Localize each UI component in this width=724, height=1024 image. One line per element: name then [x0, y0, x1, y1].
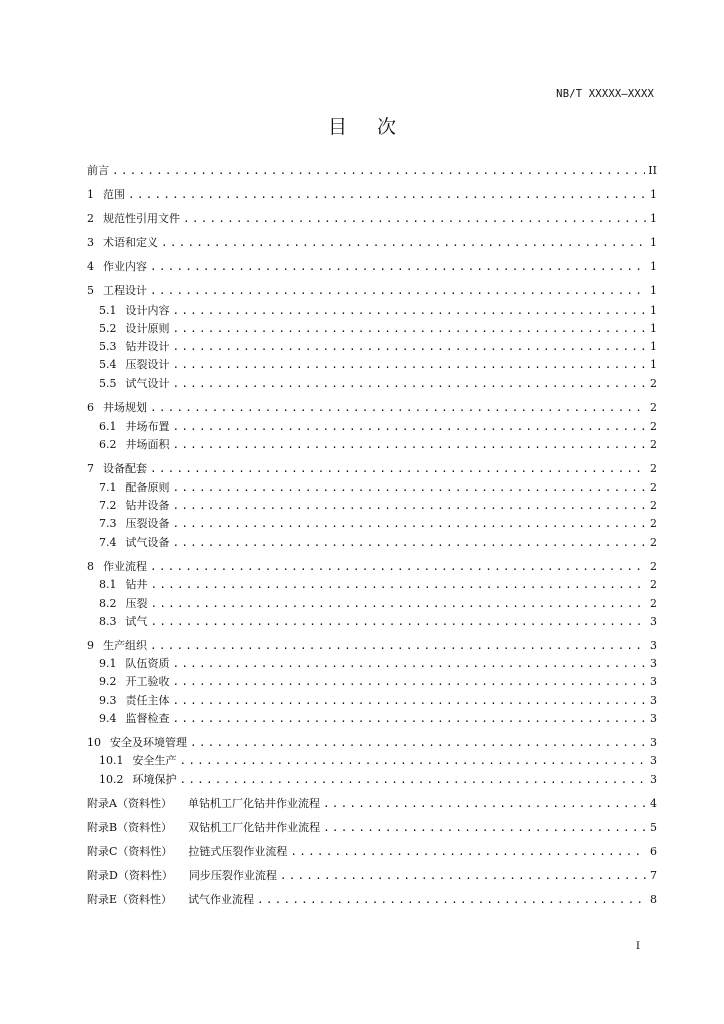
toc-dot-leader: [173, 479, 647, 497]
toc-dot-leader: [183, 210, 646, 228]
toc-entry-number: 8.2: [99, 597, 117, 610]
toc-entry-page: 2: [650, 420, 657, 433]
toc-entry[interactable]: [87, 637, 657, 655]
toc-entry[interactable]: [87, 356, 657, 374]
toc-entry[interactable]: [87, 436, 657, 454]
toc-dot-leader: [180, 771, 647, 789]
toc-entry[interactable]: [87, 282, 657, 300]
toc-dot-leader: [173, 302, 647, 320]
toc-entry-page: 1: [650, 260, 657, 273]
toc-entry-number: 5: [87, 284, 94, 297]
toc-entry[interactable]: [87, 302, 657, 320]
toc-dot-leader: [128, 186, 646, 204]
toc-entry-label: 责任主体: [125, 694, 170, 707]
toc-dot-leader: [173, 418, 647, 436]
toc-entry-page: 5: [650, 821, 657, 834]
toc-entry-number: 附录C（资料性）: [87, 845, 173, 858]
toc-entry[interactable]: [87, 186, 657, 204]
toc-entry-label: 双钻机工厂化钻井作业流程: [188, 821, 321, 834]
document-code: NB/T XXXXX—XXXX: [556, 88, 654, 100]
toc-entry-label: 试气作业流程: [188, 893, 255, 906]
toc-entry-number: 7: [87, 462, 94, 475]
toc-dot-leader: [173, 534, 647, 552]
toc-entry-label: 试气设备: [125, 536, 170, 549]
toc-entry-page: 2: [650, 401, 657, 414]
toc-entry-label: 安全生产: [132, 754, 177, 767]
toc-entry-label: 前言: [87, 164, 109, 177]
toc-entry-page: 3: [650, 615, 657, 628]
toc-entry-page: 8: [650, 893, 657, 906]
toc-dot-leader: [173, 375, 647, 393]
toc-entry-page: 2: [650, 377, 657, 390]
toc-dot-leader: [151, 595, 647, 613]
toc-entry-page: 3: [650, 694, 657, 707]
toc-entry-number: 5.1: [99, 304, 117, 317]
toc-entry[interactable]: [87, 162, 657, 180]
toc-dot-leader: [161, 234, 646, 252]
toc-entry-number: 10: [87, 736, 101, 749]
toc-entry[interactable]: [87, 210, 657, 228]
toc-entry-label: 钻井: [125, 578, 148, 591]
toc-entry[interactable]: [87, 375, 657, 393]
toc-entry-label: 作业内容: [103, 260, 147, 273]
toc-entry-page: 3: [650, 773, 657, 786]
toc-entry-label: 队伍资质: [125, 657, 170, 670]
toc-entry-number: 8: [87, 560, 94, 573]
page-number: I: [635, 940, 640, 952]
toc-dot-leader: [280, 867, 646, 885]
toc-dot-leader: [173, 338, 647, 356]
toc-entry-number: 6: [87, 401, 94, 414]
toc-dot-leader: [180, 752, 647, 770]
toc-dot-leader: [112, 162, 645, 180]
toc-entry-page: 2: [650, 438, 657, 451]
toc-entry-label: 生产组织: [103, 639, 147, 652]
toc-entry-number: 9: [87, 639, 94, 652]
toc-entry[interactable]: [87, 752, 657, 770]
toc-entry[interactable]: [87, 399, 657, 417]
toc-entry-label: 监督检查: [125, 712, 170, 725]
toc-entry-number: 5.5: [99, 377, 117, 390]
toc-entry-page: 2: [650, 578, 657, 591]
toc-entry-label: 井场布置: [125, 420, 170, 433]
toc-entry-page: 2: [650, 517, 657, 530]
toc-entry-page: 3: [650, 639, 657, 652]
toc-entry-number: 8.3: [99, 615, 117, 628]
toc-entry[interactable]: [87, 655, 657, 673]
toc-dot-leader: [173, 655, 647, 673]
toc-entry[interactable]: [87, 515, 657, 533]
toc-entry-page: 4: [650, 797, 657, 810]
toc-entry-page: 1: [650, 358, 657, 371]
toc-entry-page: 3: [650, 657, 657, 670]
toc-entry[interactable]: [87, 734, 657, 752]
toc-entry-label: 压裂: [125, 597, 148, 610]
toc-entry-page: 2: [650, 597, 657, 610]
toc-entry[interactable]: [87, 710, 657, 728]
toc-entry[interactable]: [87, 613, 657, 631]
toc-entry-label: 设计内容: [125, 304, 170, 317]
toc-entry[interactable]: [87, 497, 657, 515]
toc-entry[interactable]: [87, 673, 657, 691]
toc-entry-label: 术语和定义: [103, 236, 158, 249]
toc-entry-number: 3: [87, 236, 94, 249]
toc-entry-page: 1: [650, 188, 657, 201]
toc-dot-leader: [150, 460, 646, 478]
toc-dot-leader: [173, 515, 647, 533]
toc-entry-label: 设计原则: [125, 322, 170, 335]
toc-dot-leader: [151, 613, 647, 631]
toc-entry[interactable]: [87, 576, 657, 594]
toc-entry[interactable]: [87, 418, 657, 436]
toc-entry-number: 7.4: [99, 536, 117, 549]
toc-entry-number: 附录A（资料性）: [87, 797, 172, 810]
toc-entry-number: 9.4: [99, 712, 117, 725]
toc-entry-page: 1: [650, 340, 657, 353]
toc-entry-label: 规范性引用文件: [103, 212, 180, 225]
toc-entry-number: 10.1: [99, 754, 124, 767]
toc-entry[interactable]: [87, 891, 657, 909]
toc-entry[interactable]: [87, 338, 657, 356]
toc-entry-label: 设备配套: [103, 462, 147, 475]
toc-entry-number: 9.3: [99, 694, 117, 707]
toc-dot-leader: [323, 819, 646, 837]
toc-entry-number: 4: [87, 260, 94, 273]
toc-entry-page: 2: [650, 462, 657, 475]
toc-entry-label: 范围: [103, 188, 125, 201]
toc-entry-number: 6.1: [99, 420, 117, 433]
toc-entry[interactable]: [87, 534, 657, 552]
toc-entry-number: 10.2: [99, 773, 124, 786]
toc-entry-number: 7.2: [99, 499, 117, 512]
toc-dot-leader: [150, 258, 646, 276]
toc-title: 目次: [327, 116, 426, 138]
toc-entry-label: 压裂设备: [125, 517, 170, 530]
toc-entry[interactable]: [87, 867, 657, 885]
toc-entry[interactable]: [87, 558, 657, 576]
toc-entry-number: 5.2: [99, 322, 117, 335]
toc-entry[interactable]: [87, 460, 657, 478]
toc-entry-number: 附录E（资料性）: [87, 893, 173, 906]
toc-entry-label: 拉链式压裂作业流程: [188, 845, 288, 858]
toc-dot-leader: [173, 497, 647, 515]
toc-entry-label: 井场规划: [103, 401, 147, 414]
toc-entry-page: 1: [650, 284, 657, 297]
toc-entry-number: 8.1: [99, 578, 117, 591]
toc-entry-page: 2: [650, 499, 657, 512]
toc-entry-number: 附录D（资料性）: [87, 869, 173, 882]
toc-entry-label: 压裂设计: [125, 358, 170, 371]
toc-entry-label: 试气: [125, 615, 148, 628]
toc-entry-number: 7.3: [99, 517, 117, 530]
toc-entry[interactable]: [87, 234, 657, 252]
toc-entry-page: 6: [650, 845, 657, 858]
toc-entry[interactable]: [87, 771, 657, 789]
toc-entry-label: 工程设计: [103, 284, 147, 297]
toc-entry-label: 安全及环境管理: [110, 736, 187, 749]
toc-entry-label: 钻井设备: [125, 499, 170, 512]
toc-entry-label: 单钻机工厂化钻井作业流程: [187, 797, 320, 810]
toc-dot-leader: [150, 637, 646, 655]
toc-entry-page: 3: [650, 675, 657, 688]
toc-entry-label: 钻井设计: [125, 340, 170, 353]
toc-entry[interactable]: [87, 795, 657, 813]
toc-entry[interactable]: [87, 819, 657, 837]
toc-entry-label: 环境保护: [132, 773, 177, 786]
toc-entry-label: 作业流程: [103, 560, 147, 573]
toc-dot-leader: [173, 356, 647, 374]
toc-entry-page: 2: [650, 481, 657, 494]
toc-entry-page: 2: [650, 560, 657, 573]
toc-entry[interactable]: [87, 320, 657, 338]
toc-dot-leader: [150, 399, 646, 417]
toc-entry-page: 2: [650, 536, 657, 549]
toc-entry-page: 1: [650, 322, 657, 335]
toc-entry-page: II: [648, 164, 657, 177]
toc-entry-label: 配备原则: [125, 481, 170, 494]
toc-entry-number: 1: [87, 188, 94, 201]
toc-dot-leader: [257, 891, 646, 909]
toc-entry-number: 附录B（资料性）: [87, 821, 173, 834]
toc-entry-label: 井场面积: [125, 438, 170, 451]
toc-dot-leader: [151, 576, 647, 594]
toc-dot-leader: [173, 320, 647, 338]
toc-entry-page: 3: [650, 736, 657, 749]
toc-entry-page: 3: [650, 712, 657, 725]
toc-entry-page: 1: [650, 236, 657, 249]
toc-entry-number: 9.1: [99, 657, 117, 670]
toc-entry-page: 1: [650, 304, 657, 317]
toc-entry[interactable]: [87, 258, 657, 276]
toc-dot-leader: [173, 673, 647, 691]
toc-entry-number: 9.2: [99, 675, 117, 688]
toc-dot-leader: [323, 795, 646, 813]
toc-dot-leader: [190, 734, 646, 752]
toc-entry[interactable]: [87, 843, 657, 861]
toc-entry-label: 同步压裂作业流程: [188, 869, 277, 882]
toc-entry-number: 7.1: [99, 481, 117, 494]
toc-entry-page: 3: [650, 754, 657, 767]
toc-dot-leader: [173, 710, 647, 728]
toc-entry-number: 5.3: [99, 340, 117, 353]
toc-entry-label: 试气设计: [125, 377, 170, 390]
toc-entry[interactable]: [87, 595, 657, 613]
toc-entry-page: 7: [650, 869, 657, 882]
toc-entry[interactable]: [87, 692, 657, 710]
toc-entry-label: 开工验收: [125, 675, 170, 688]
toc-entry-number: 6.2: [99, 438, 117, 451]
toc-entry-number: 2: [87, 212, 94, 225]
toc-dot-leader: [150, 282, 646, 300]
toc-dot-leader: [150, 558, 646, 576]
toc-entry-page: 1: [650, 212, 657, 225]
toc-entry-number: 5.4: [99, 358, 117, 371]
toc-entry[interactable]: [87, 479, 657, 497]
toc-dot-leader: [173, 436, 647, 454]
toc-dot-leader: [173, 692, 647, 710]
toc-dot-leader: [290, 843, 646, 861]
